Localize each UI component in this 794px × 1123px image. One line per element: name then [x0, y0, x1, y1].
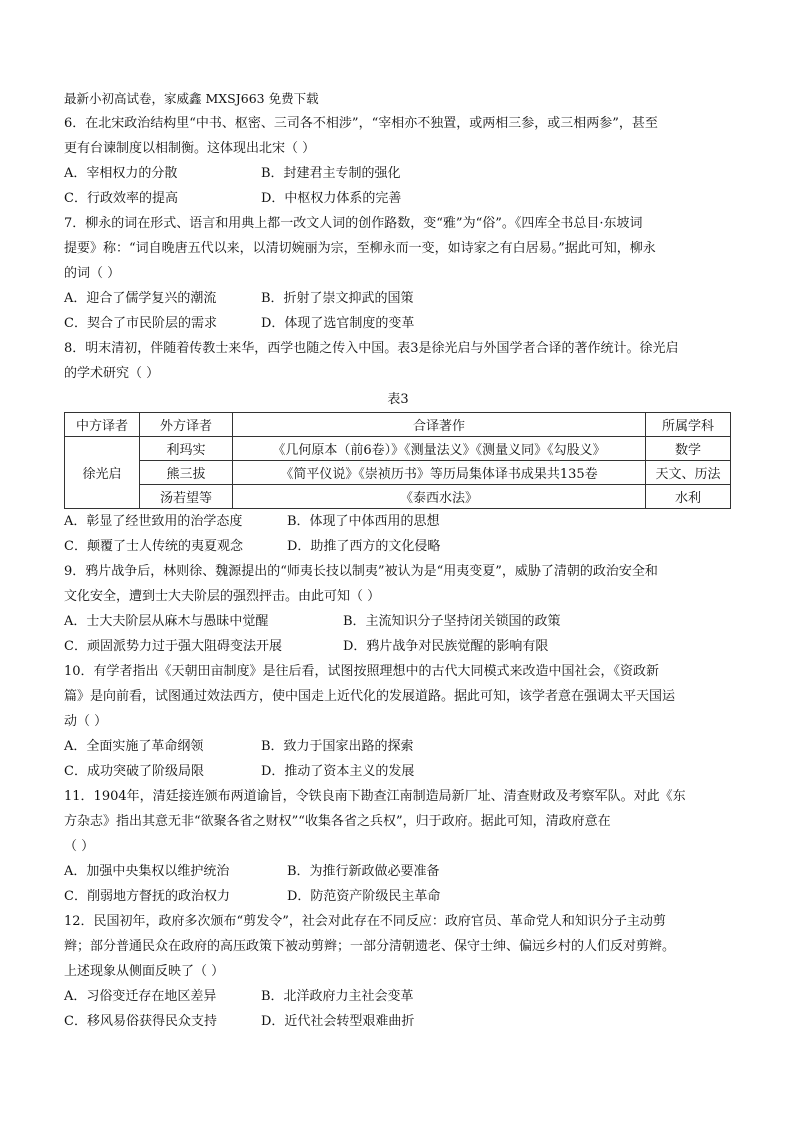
option-d: D．鸦片战争对民族觉醒的影响有限	[343, 639, 549, 654]
option-c: C．移风易俗获得民众支持	[64, 1014, 217, 1029]
question-stem-line: 篇》是向前看，试图通过效法西方，使中国走上近代化的发展道路。据此可知，该学者意在强调太平天国运	[64, 689, 676, 704]
option-c: C．行政效率的提高	[64, 191, 178, 206]
options-row	[64, 311, 732, 336]
options-row	[64, 186, 732, 211]
header-note: 最新小初高试卷，家威鑫 MXSJ663 免费下载	[64, 91, 319, 106]
options-row	[64, 734, 732, 759]
question-stem-line: 上述现象从侧面反映了（ ）	[64, 964, 225, 979]
options-row	[64, 534, 732, 559]
options-row	[64, 1009, 732, 1034]
option-d: D．推动了资本主义的发展	[261, 764, 415, 779]
options-row	[64, 884, 732, 909]
table-cell-subject: 水利	[646, 485, 731, 509]
options-row	[64, 634, 732, 659]
option-b: B．致力于国家出路的探索	[261, 739, 414, 754]
option-a: A．彰显了经世致用的治学态度	[64, 514, 243, 529]
option-b: B．为推行新政做必要准备	[287, 864, 440, 879]
table-header-cell: 所属学科	[646, 413, 731, 437]
question-11	[64, 784, 732, 909]
question-6	[64, 111, 732, 211]
option-b: B．体现了中体西用的思想	[287, 514, 440, 529]
options-row	[64, 161, 732, 186]
option-d: D．中枢权力体系的完善	[261, 191, 402, 206]
table-row	[65, 461, 731, 485]
question-9	[64, 559, 732, 659]
option-b: B．封建君主专制的强化	[261, 166, 401, 181]
translation-table	[64, 412, 731, 509]
question-stem-line: 12．民国初年，政府多次颁布“剪发令”，社会对此存在不同反应：政府官员、革命党人和知识分子主动剪	[64, 914, 666, 929]
table-cell-foreign-translator: 熊三拔	[140, 461, 233, 485]
question-stem-line: 文化安全，遭到士大夫阶层的强烈抨击。由此可知（ ）	[64, 589, 381, 604]
option-c: C．成功突破了阶级局限	[64, 764, 204, 779]
option-a: A．习俗变迁存在地区差异	[64, 989, 217, 1004]
option-c: C．颠覆了士人传统的夷夏观念	[64, 539, 243, 554]
question-stem-line: 的词（ ）	[64, 266, 121, 281]
option-c: C．契合了市民阶层的需求	[64, 316, 217, 331]
options-row	[64, 509, 732, 534]
option-a: A．加强中央集权以维护统治	[64, 864, 230, 879]
question-stem-line: 9．鸦片战争后，林则徐、魏源提出的“师夷长技以制夷”被认为是“用夷变夏”，威胁了清朝的政治安全和	[64, 564, 658, 579]
option-b: B．折射了崇文抑武的国策	[261, 291, 414, 306]
table-row	[65, 437, 731, 461]
option-a: A．宰相权力的分散	[64, 166, 178, 181]
table-caption: 表3	[387, 392, 409, 407]
option-b: B．北洋政府力主社会变革	[261, 989, 414, 1004]
table-cell-subject: 天文、历法	[646, 461, 731, 485]
table-cell-works: 《简平仪说》《崇祯历书》等历局集体译书成果共135卷	[233, 461, 646, 485]
options-row	[64, 286, 732, 311]
option-d: D．体现了选官制度的变革	[261, 316, 415, 331]
option-d: D．防范资产阶级民主革命	[287, 889, 441, 904]
question-10	[64, 659, 732, 784]
option-a: A．士大夫阶层从麻木与愚昧中觉醒	[64, 614, 269, 629]
option-d: D．助推了西方的文化侵略	[287, 539, 441, 554]
option-c: C．削弱地方督抚的政治权力	[64, 889, 230, 904]
question-stem-line: 7．柳永的词在形式、语言和用典上都一改文人词的创作路数，变“雅”为“俗”。《四库全书总目·东坡词	[64, 216, 643, 231]
table-cell-foreign-translator: 利玛实	[140, 437, 233, 461]
options-row	[64, 609, 732, 634]
question-stem-line: 10．有学者指出《天朝田亩制度》是往后看，试图按照理想中的古代大同模式来改造中国社会，《资政新	[64, 664, 660, 679]
table-cell-works: 《几何原本（前6卷）》《测量法义》《测量义同》《勾股义》	[233, 437, 646, 461]
table-header-row	[65, 413, 731, 437]
question-stem-line: 8．明末清初，伴随着传教士来华，西学也随之传入中国。表3是徐光启与外国学者合译的著作统计。徐光启	[64, 341, 679, 356]
option-d: D．近代社会转型艰难曲折	[261, 1014, 415, 1029]
question-stem-line: 动（ ）	[64, 714, 108, 729]
table-cell-subject: 数学	[646, 437, 731, 461]
option-a: A．全面实施了革命纲领	[64, 739, 204, 754]
question-12	[64, 909, 732, 1034]
table-cell-works: 《泰西水法》	[233, 485, 646, 509]
question-stem-line: 6．在北宋政治结构里“中书、枢密、三司各不相涉”，“宰相亦不独置，或两相三参，或三相两参”，甚至	[64, 116, 658, 131]
options-row	[64, 759, 732, 784]
table-header-cell: 外方译者	[140, 413, 233, 437]
table-cell-chinese-translator: 徐光启	[65, 437, 140, 509]
exam-page	[64, 86, 732, 1034]
table-cell-foreign-translator: 汤若望等	[140, 485, 233, 509]
question-stem-line: （ ）	[64, 839, 95, 854]
question-stem-line: 的学术研究（ ）	[64, 366, 160, 381]
table-header-cell: 合译著作	[233, 413, 646, 437]
table-row	[65, 485, 731, 509]
option-b: B．主流知识分子坚持闭关锁国的政策	[343, 614, 561, 629]
question-stem-line: 11．1904年，清廷接连颁布两道谕旨，令铁良南下勘查江南制造局新厂址、清查财政及考察军队。对此《东	[64, 789, 686, 804]
question-stem-line: 更有台谏制度以相制衡。这体现出北宋（ ）	[64, 141, 316, 156]
options-row	[64, 859, 732, 884]
question-stem-line: 提要》称：“词自晚唐五代以来，以清切婉丽为宗，至柳永而一变，如诗家之有白居易。”据此可知，柳永	[64, 241, 656, 256]
option-c: C．顽固派势力过于强大阻碍变法开展	[64, 639, 282, 654]
question-stem-line: 辫；部分普通民众在政府的高压政策下被动剪辫；一部分清朝遗老、保守士绅、偏远乡村的人们反对剪辫。	[64, 939, 676, 954]
options-row	[64, 984, 732, 1009]
question-8	[64, 336, 732, 559]
table-header-cell: 中方译者	[65, 413, 140, 437]
option-a: A．迎合了儒学复兴的潮流	[64, 291, 217, 306]
question-7	[64, 211, 732, 336]
question-stem-line: 方杂志》指出其意无非“欲聚各省之财权”“收集各省之兵权”，归于政府。据此可知，清政府意在	[64, 814, 611, 829]
